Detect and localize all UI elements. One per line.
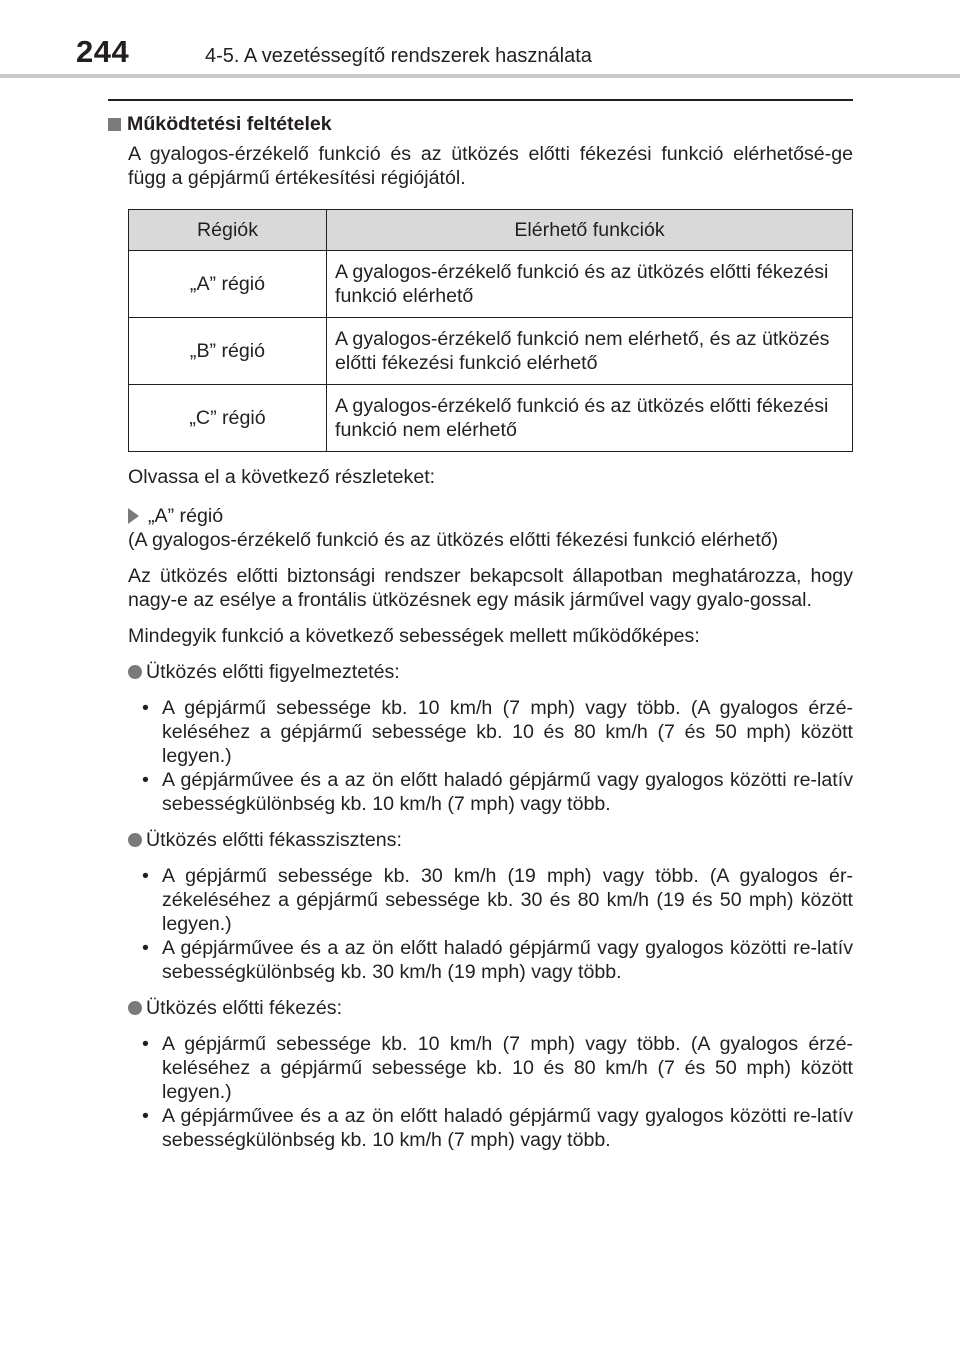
square-bullet-icon — [108, 118, 121, 131]
page-content — [108, 108, 853, 1152]
condition-group-brake-assist — [108, 828, 853, 984]
condition-item: • A gépjármű sebessége kb. 10 km/h (7 mph) vagy több. (A gyalogos érzé-keléséhez a gépjármű sebessége kb. 10 és 80 km/h (7 és 50 mph) között legyen.) — [142, 1032, 853, 1104]
condition-item: • A gépjárművee és a az ön előtt haladó gépjármű vagy gyalogos közötti re-latív sebességkülönbség kb. 30 km/h (19 mph) vagy több. — [142, 936, 853, 984]
functions-cell: A gyalogos-érzékelő funkció nem elérhető, és az ütközés előtti fékezési funkció elérhető — [327, 318, 853, 385]
region-a-subtitle: (A gyalogos-érzékelő funkció és az ütközés előtti fékezési funkció elérhető) — [128, 529, 779, 551]
circle-bullet-icon — [128, 833, 142, 847]
column-header-regions: Régiók — [129, 210, 327, 251]
table-row — [129, 251, 853, 318]
region-a-title: „A” régió — [148, 505, 224, 527]
region-cell: „B” régió — [129, 318, 327, 385]
paragraph-collision-system: Az ütközés előtti biztonsági rendszer bekapcsolt állapotban meghatározza, hogy nagy-e az esélye a frontális ütközésnek egy másik járművel vagy gyalo-gossal. — [128, 565, 853, 611]
header-divider — [0, 74, 960, 78]
condition-title: Ütközés előtti figyelmeztetés: — [146, 661, 400, 683]
region-a-block — [108, 504, 853, 552]
condition-group-braking — [108, 996, 853, 1152]
condition-item: • A gépjárművee és a az ön előtt haladó gépjármű vagy gyalogos közötti re-latív sebességkülönbség kb. 10 km/h (7 mph) vagy több. — [142, 1104, 853, 1152]
section-title: Működtetési feltételek — [127, 113, 332, 135]
condition-item: • A gépjármű sebessége kb. 30 km/h (19 mph) vagy több. (A gyalogos ér-zékeléséhez a gépjármű sebessége kb. 30 és 80 km/h (19 és 50 mph) között legyen.) — [142, 864, 853, 936]
circle-bullet-icon — [128, 665, 142, 679]
condition-group-warning — [108, 660, 853, 816]
circle-bullet-icon — [128, 1001, 142, 1015]
functions-cell: A gyalogos-érzékelő funkció és az ütközés előtti fékezési funkció elérhető — [327, 251, 853, 318]
condition-item: • A gépjármű sebessége kb. 10 km/h (7 mph) vagy több. (A gyalogos érzé-keléséhez a gépjármű sebessége kb. 10 és 80 km/h (7 és 50 mph) között legyen.) — [142, 696, 853, 768]
section-intro: A gyalogos-érzékelő funkció és az ütközés előtti fékezési funkció elérhetősé-ge függ a gépjármű értékesítési régiójától. — [128, 143, 853, 189]
functions-cell: A gyalogos-érzékelő funkció és az ütközés előtti fékezési funkció nem elérhető — [327, 385, 853, 452]
chapter-title: 4-5. A vezetéssegítő rendszerek használata — [205, 45, 592, 67]
table-header-row — [129, 210, 853, 251]
read-more-text: Olvassa el a következő részleteket: — [128, 466, 436, 488]
regions-table — [128, 209, 853, 452]
condition-title: Ütközés előtti fékezés: — [146, 997, 343, 1019]
region-cell: „C” régió — [129, 385, 327, 452]
section-heading — [108, 112, 853, 136]
table-row — [129, 385, 853, 452]
section-divider — [108, 99, 853, 101]
arrow-right-icon — [128, 508, 139, 524]
paragraph-speeds: Mindegyik funkció a következő sebességek mellett működőképes: — [128, 625, 700, 647]
column-header-functions: Elérhető funkciók — [327, 210, 853, 251]
page-number: 244 — [76, 34, 130, 69]
region-cell: „A” régió — [129, 251, 327, 318]
page-header — [0, 0, 960, 80]
condition-title: Ütközés előtti fékasszisztens: — [146, 829, 402, 851]
condition-item: • A gépjárművee és a az ön előtt haladó gépjármű vagy gyalogos közötti re-latív sebességkülönbség kb. 10 km/h (7 mph) vagy több. — [142, 768, 853, 816]
table-row — [129, 318, 853, 385]
